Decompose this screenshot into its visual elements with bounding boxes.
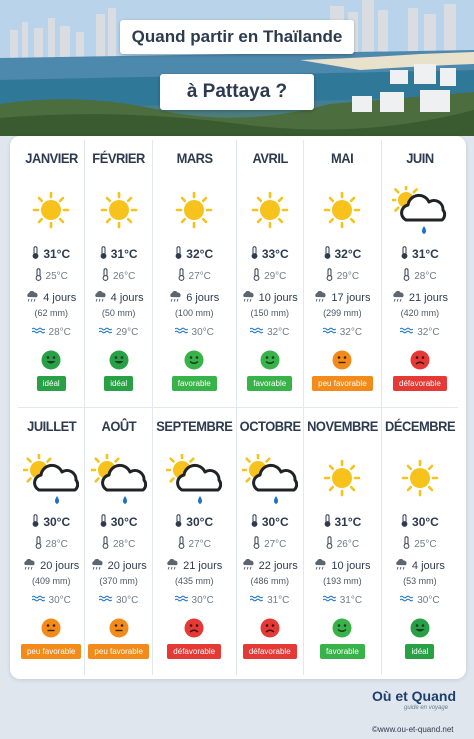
- rating-badge: peu favorable: [312, 376, 372, 391]
- rain-days-value: 4 jours: [411, 560, 445, 572]
- thermometer-low-icon: [326, 268, 333, 284]
- rain-amount: (420 mm): [400, 308, 440, 318]
- month-cell: [153, 140, 237, 408]
- rating-face-icon: [184, 618, 204, 638]
- thermometer-high-icon: [100, 246, 107, 262]
- rain-days: [392, 291, 448, 305]
- month-name: FÉVRIER: [92, 150, 145, 166]
- rain-days: [242, 291, 298, 305]
- logo-tagline: guide en voyage: [404, 705, 449, 711]
- min-temperature: [35, 536, 68, 552]
- thermometer-low-icon: [403, 268, 410, 284]
- thermometer-high-icon: [175, 514, 182, 530]
- rating-face-icon: [41, 350, 61, 370]
- max-temperature: [100, 246, 138, 262]
- rating-badge: idéal: [405, 644, 434, 659]
- sun-rain-cloud-icon: [166, 454, 222, 506]
- min-temperature-value: 26°C: [336, 538, 360, 550]
- min-temperature: [178, 268, 211, 284]
- sea-temperature: [323, 595, 362, 606]
- sea-temperature-value: 30°C: [417, 595, 440, 606]
- thermometer-high-icon: [100, 514, 107, 530]
- min-temperature: [102, 268, 135, 284]
- sea-temperature: [99, 327, 138, 338]
- max-temperature-value: 30°C: [110, 515, 138, 529]
- rain-days: [314, 291, 370, 305]
- rain-amount: (100 mm): [174, 308, 214, 318]
- rain-icon: [242, 559, 255, 573]
- thermometer-low-icon: [35, 268, 42, 284]
- rating-face-icon: [260, 618, 280, 638]
- waves-icon: [400, 327, 413, 338]
- sea-temperature-value: 29°C: [115, 327, 139, 338]
- min-temperature-value: 25°C: [45, 270, 68, 282]
- month-name: OCTOBRE: [239, 418, 301, 434]
- waves-icon: [32, 327, 45, 338]
- rain-icon: [169, 291, 182, 305]
- rating-face-icon: [332, 618, 352, 638]
- waves-icon: [250, 327, 263, 338]
- sea-temperature-value: 32°C: [417, 327, 440, 338]
- month-name: SEPTEMBRE: [156, 418, 233, 434]
- thermometer-low-icon: [35, 536, 42, 552]
- rating-face-icon: [109, 618, 129, 638]
- thermometer-low-icon: [253, 268, 260, 284]
- max-temperature: [324, 514, 362, 530]
- min-temperature: [403, 536, 436, 552]
- rain-icon: [23, 559, 36, 573]
- month-cell: [382, 140, 458, 408]
- brand-logo[interactable]: [372, 688, 468, 724]
- min-temperature-value: 26°C: [112, 270, 136, 282]
- max-temperature-value: 32°C: [334, 247, 362, 261]
- thermometer-high-icon: [175, 246, 182, 262]
- rating-badge: défavorable: [167, 644, 221, 659]
- month-name: AVRIL: [252, 150, 288, 166]
- month-cell: [85, 408, 152, 675]
- logo-text: Où et Quand: [372, 688, 456, 704]
- rain-days: [395, 559, 445, 573]
- rating-face-icon: [410, 618, 430, 638]
- max-temperature-value: 32°C: [186, 247, 214, 261]
- thermometer-low-icon: [326, 536, 333, 552]
- min-temperature-value: 28°C: [414, 270, 437, 282]
- max-temperature: [32, 246, 70, 262]
- rating-face-icon: [260, 350, 280, 370]
- max-temperature: [32, 514, 70, 530]
- sea-temperature: [175, 595, 214, 606]
- rain-amount: (150 mm): [250, 308, 289, 318]
- thermometer-low-icon: [253, 536, 260, 552]
- rain-days-value: 20 jours: [107, 560, 147, 572]
- month-cell: [237, 140, 304, 408]
- rating-badge: défavorable: [393, 376, 447, 391]
- rating-badge: peu favorable: [21, 644, 81, 659]
- rain-icon: [91, 559, 104, 573]
- rain-days: [169, 291, 219, 305]
- rain-amount: (53 mm): [403, 576, 437, 586]
- rating-face-icon: [41, 618, 61, 638]
- rating-badge: défavorable: [243, 644, 297, 659]
- rain-days: [23, 559, 79, 573]
- thermometer-low-icon: [178, 268, 185, 284]
- rain-icon: [314, 559, 327, 573]
- sun-icon: [166, 186, 222, 238]
- rain-days-value: 22 jours: [258, 560, 298, 572]
- min-temperature: [35, 268, 68, 284]
- rain-icon: [26, 291, 39, 305]
- max-temperature-value: 30°C: [43, 515, 71, 529]
- sea-temperature: [250, 595, 289, 606]
- rain-icon: [314, 291, 327, 305]
- rain-days-value: 20 jours: [40, 560, 80, 572]
- thermometer-high-icon: [32, 246, 39, 262]
- rain-icon: [94, 291, 107, 305]
- sea-temperature-value: 32°C: [267, 327, 290, 338]
- month-name: MAI: [331, 150, 354, 166]
- max-temperature: [401, 514, 439, 530]
- max-temperature: [251, 514, 289, 530]
- hero-banner: [0, 0, 474, 136]
- page-title: Quand partir en Thaïlande: [120, 20, 354, 54]
- waves-icon: [175, 595, 188, 606]
- max-temperature-value: 31°C: [110, 247, 138, 261]
- month-cell: [304, 408, 382, 675]
- sea-temperature-value: 28°C: [48, 327, 71, 338]
- sun-rain-cloud-icon: [242, 454, 298, 506]
- max-temperature-value: 30°C: [186, 515, 214, 529]
- sea-temperature: [400, 327, 439, 338]
- sea-temperature: [32, 595, 71, 606]
- min-temperature: [326, 268, 359, 284]
- rain-amount: (409 mm): [31, 576, 71, 586]
- month-cell: [18, 408, 85, 675]
- max-temperature-value: 30°C: [412, 515, 439, 529]
- month-name: NOVEMBRE: [307, 418, 378, 434]
- max-temperature: [175, 246, 213, 262]
- rain-days: [91, 559, 147, 573]
- sun-icon: [23, 186, 79, 238]
- month-name: AOÛT: [101, 418, 136, 434]
- rain-days: [314, 559, 370, 573]
- rain-amount: (50 mm): [101, 308, 136, 318]
- max-temperature-value: 30°C: [261, 515, 289, 529]
- min-temperature-value: 28°C: [112, 538, 136, 550]
- sun-rain-cloud-icon: [91, 454, 147, 506]
- waves-icon: [99, 595, 112, 606]
- rain-icon: [166, 559, 179, 573]
- rating-badge: idéal: [104, 376, 133, 391]
- sea-temperature-value: 30°C: [191, 595, 214, 606]
- thermometer-high-icon: [251, 514, 258, 530]
- rain-days-value: 10 jours: [258, 292, 298, 304]
- month-cell: [85, 140, 152, 408]
- month-name: MARS: [176, 150, 213, 166]
- sun-icon: [91, 186, 147, 238]
- month-name: DÉCEMBRE: [384, 418, 455, 434]
- sea-temperature: [400, 595, 439, 606]
- min-temperature: [253, 268, 286, 284]
- sea-temperature-value: 30°C: [115, 595, 139, 606]
- rain-amount: (486 mm): [250, 576, 289, 586]
- rating-badge: idéal: [37, 376, 66, 391]
- thermometer-high-icon: [32, 514, 39, 530]
- min-temperature-value: 29°C: [336, 270, 360, 282]
- month-cell: [18, 140, 85, 408]
- max-temperature: [401, 246, 439, 262]
- thermometer-low-icon: [102, 536, 109, 552]
- sun-icon: [314, 186, 370, 238]
- month-name: JUILLET: [26, 418, 76, 434]
- rain-icon: [242, 291, 255, 305]
- thermometer-low-icon: [178, 536, 185, 552]
- sea-temperature-value: 30°C: [191, 327, 214, 338]
- sea-temperature: [175, 327, 214, 338]
- sea-temperature: [32, 327, 71, 338]
- min-temperature: [403, 268, 436, 284]
- max-temperature: [251, 246, 289, 262]
- rain-amount: (62 mm): [34, 308, 68, 318]
- min-temperature: [178, 536, 211, 552]
- waves-icon: [400, 595, 413, 606]
- thermometer-high-icon: [324, 246, 331, 262]
- min-temperature: [326, 536, 359, 552]
- rating-face-icon: [410, 350, 430, 370]
- waves-icon: [323, 327, 336, 338]
- rain-amount: (193 mm): [323, 576, 362, 586]
- rating-badge: favorable: [247, 376, 292, 391]
- sea-temperature-value: 31°C: [267, 595, 290, 606]
- min-temperature: [253, 536, 286, 552]
- page-subtitle: à Pattaya ?: [160, 74, 314, 110]
- months-grid: [18, 140, 458, 675]
- month-cell: [153, 408, 237, 675]
- sea-temperature-value: 32°C: [339, 327, 363, 338]
- rain-days: [242, 559, 298, 573]
- rating-badge: favorable: [320, 644, 365, 659]
- rain-icon: [395, 559, 408, 573]
- min-temperature-value: 25°C: [414, 538, 437, 550]
- month-cell: [304, 140, 382, 408]
- sun-icon: [392, 454, 448, 506]
- rating-face-icon: [332, 350, 352, 370]
- rain-days: [94, 291, 144, 305]
- max-temperature-value: 31°C: [412, 247, 439, 261]
- rain-amount: (299 mm): [323, 308, 362, 318]
- rating-face-icon: [109, 350, 129, 370]
- waves-icon: [175, 327, 188, 338]
- rain-amount: (370 mm): [99, 576, 138, 586]
- rain-days-value: 4 jours: [110, 292, 144, 304]
- thermometer-high-icon: [251, 246, 258, 262]
- waves-icon: [250, 595, 263, 606]
- rain-days-value: 4 jours: [43, 292, 77, 304]
- min-temperature-value: 28°C: [45, 538, 68, 550]
- thermometer-high-icon: [324, 514, 331, 530]
- sea-temperature: [99, 595, 138, 606]
- rain-days-value: 10 jours: [331, 560, 371, 572]
- max-temperature-value: 31°C: [43, 247, 71, 261]
- rain-days-value: 17 jours: [331, 292, 371, 304]
- rain-days-value: 21 jours: [183, 560, 223, 572]
- thermometer-low-icon: [102, 268, 109, 284]
- sun-rain-cloud-icon: [23, 454, 79, 506]
- rain-days: [26, 291, 76, 305]
- rain-amount: (435 mm): [174, 576, 214, 586]
- thermometer-high-icon: [401, 246, 408, 262]
- sun-icon: [314, 454, 370, 506]
- sea-temperature: [250, 327, 289, 338]
- waves-icon: [32, 595, 45, 606]
- rain-cloud-icon: [392, 186, 448, 238]
- min-temperature-value: 27°C: [188, 270, 211, 282]
- min-temperature-value: 29°C: [264, 270, 287, 282]
- month-cell: [382, 408, 458, 675]
- waves-icon: [323, 595, 336, 606]
- max-temperature: [100, 514, 138, 530]
- rain-days-value: 6 jours: [186, 292, 220, 304]
- max-temperature: [324, 246, 362, 262]
- website-link[interactable]: ©www.ou-et-quand.net: [372, 725, 454, 734]
- rain-days-value: 21 jours: [408, 292, 448, 304]
- sea-temperature-value: 30°C: [48, 595, 71, 606]
- rain-days: [166, 559, 222, 573]
- max-temperature-value: 33°C: [261, 247, 289, 261]
- climate-card: [10, 136, 466, 679]
- thermometer-high-icon: [401, 514, 408, 530]
- rating-badge: favorable: [172, 376, 217, 391]
- max-temperature-value: 31°C: [334, 515, 362, 529]
- thermometer-low-icon: [403, 536, 410, 552]
- month-name: JUIN: [406, 150, 434, 166]
- sea-temperature-value: 31°C: [339, 595, 363, 606]
- min-temperature-value: 27°C: [188, 538, 211, 550]
- max-temperature: [175, 514, 213, 530]
- sun-icon: [242, 186, 298, 238]
- min-temperature-value: 27°C: [264, 538, 287, 550]
- rating-face-icon: [184, 350, 204, 370]
- sea-temperature: [323, 327, 362, 338]
- month-cell: [237, 408, 304, 675]
- rain-icon: [392, 291, 405, 305]
- waves-icon: [99, 327, 112, 338]
- month-name: JANVIER: [24, 150, 78, 166]
- rating-badge: peu favorable: [88, 644, 148, 659]
- min-temperature: [102, 536, 135, 552]
